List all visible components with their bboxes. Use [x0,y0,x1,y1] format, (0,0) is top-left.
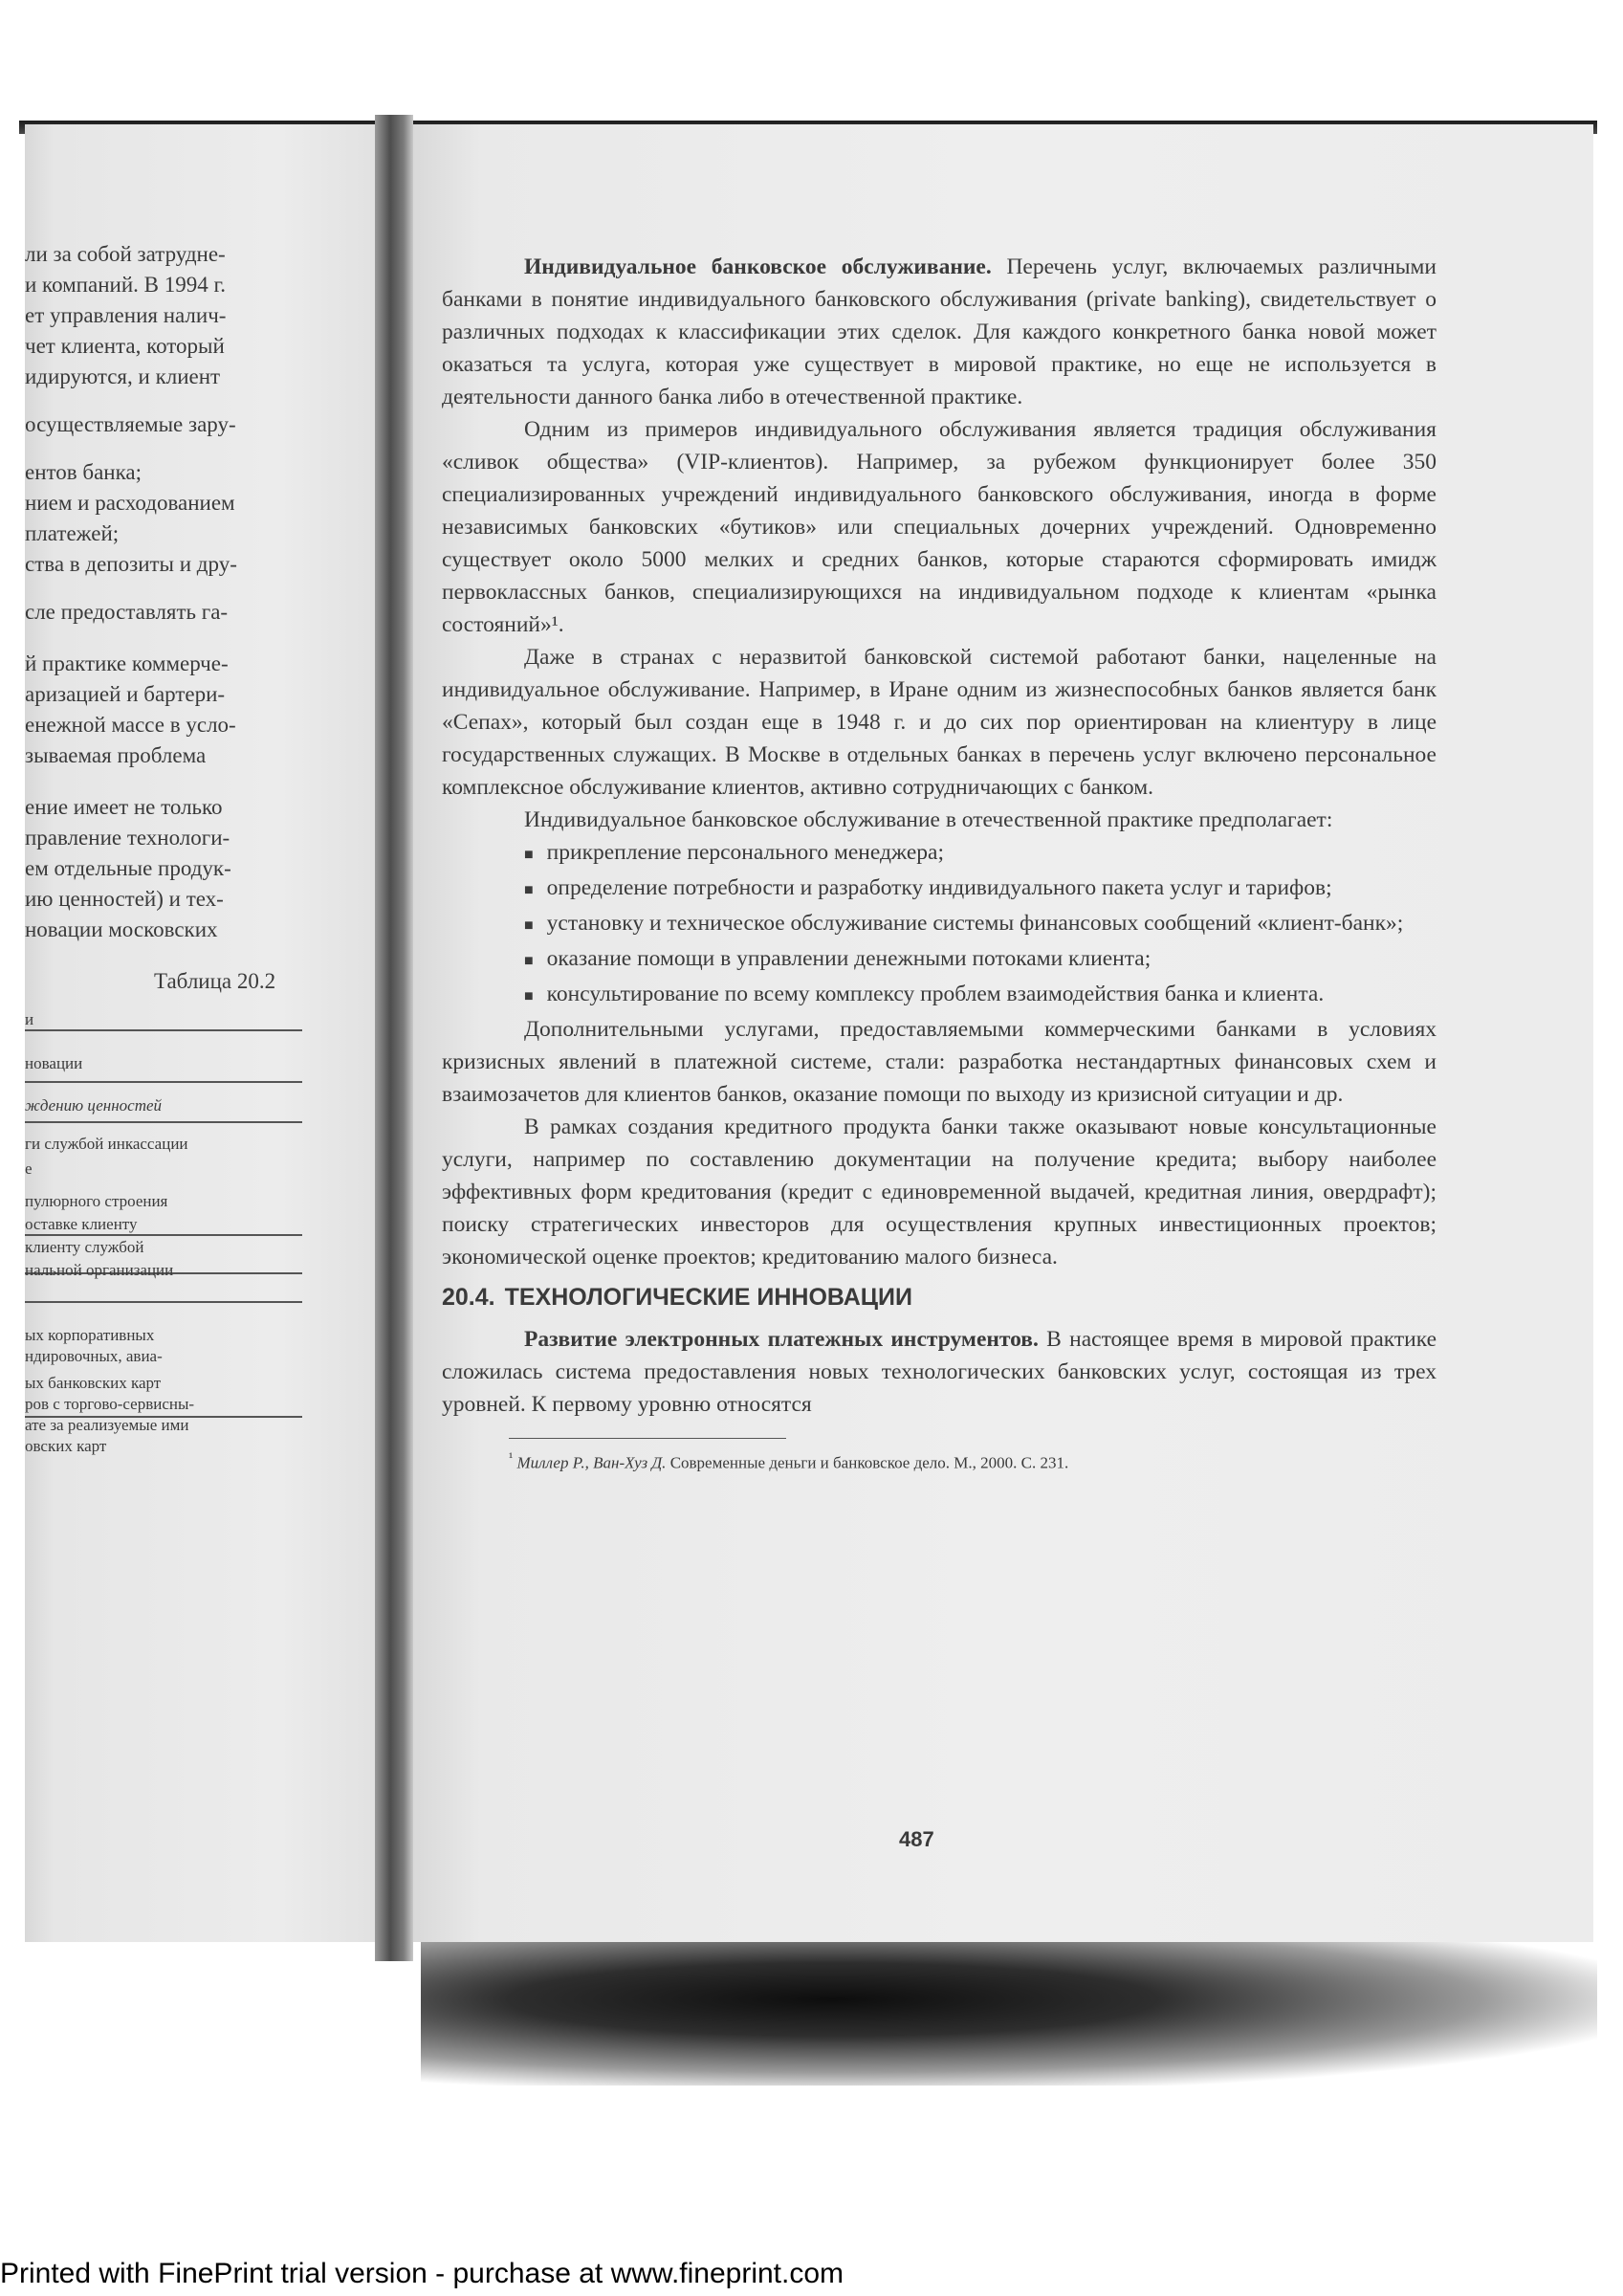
left-page-line: нием и расходованием [25,491,235,515]
footnote-mark: ¹ [509,1450,514,1466]
paragraph-5: Дополнительными услугами, предоставляемыми коммерческими банками в условиях кризисных явлений в платежной системе, стали: разработка нестандартных финансовых схем и взаимозачетов для клиентов банков, оказание помощи по выходу из кризисной ситуации и др. [442,1017,1437,1107]
table-caption: Таблица 20.2 [154,969,276,993]
left-page-line: аризацией и бартери- [25,682,226,706]
left-page-line: и компаний. В 1994 г. [25,273,227,297]
table-cell-fragment: е [25,1159,33,1178]
table-cell-fragment: и [25,1010,34,1028]
footnote [442,1446,1437,1475]
table-cell-fragment: нальной организации [25,1261,174,1279]
left-page-line: платежей; [25,521,120,545]
table-cell-fragment: ндировочных, авиа- [25,1347,163,1365]
left-page-line: ем отдельные продук- [25,856,231,880]
list-item: ■ установку и техническое обслуживание системы финансовых сообщений «клиент-банк»; [442,907,1437,942]
paragraph-1-heading: Индивидуальное банковское обслуживание. [524,254,992,279]
list-item: ■ определение потребности и разработку индивидуального пакета услуг и тарифов; [442,872,1437,907]
table-rule [25,1121,302,1123]
left-page-line: ию ценностей) и тех- [25,887,224,911]
left-page-line: ства в депозиты и дру- [25,552,237,576]
left-page-line: ет управления налич- [25,303,227,327]
table-rule [25,1301,302,1303]
left-page-line: осуществляемые зару- [25,412,236,436]
paragraph-7-heading: Развитие электронных платежных инструментов. [524,1327,1039,1352]
paragraph-7-text: В настоящее время в мировой практике сложилась система предоставления новых технологических банковских услуг, состоящая из трех уровней. К первому уровню относятся [442,1327,1437,1417]
table-cell-fragment: ате за реализуемые ими [25,1416,189,1434]
footnote-authors: Миллер Р., Ван-Хуз Д. [516,1453,667,1472]
left-page-line: зываемая проблема [25,743,207,767]
services-list [442,836,1437,1013]
table-cell-fragment: клиенту службой [25,1238,144,1256]
table-cell-fragment: пулюрного строения [25,1192,168,1210]
left-page-line: правление технологи- [25,826,230,850]
list-item: ■ консультирование по всему комплексу проблем взаимодействия банка и клиента. [442,978,1437,1013]
left-page-line: ли за собой затрудне- [25,242,226,266]
main-text-column [442,251,1437,1475]
left-page-line: чет клиента, который [25,334,225,358]
footnote-text: Современные деньги и банковское дело. М., 2000. С. 231. [666,1453,1069,1472]
list-item: ■ оказание помощи в управлении денежными потоками клиента; [442,942,1437,978]
paragraph-2: Одним из примеров индивидуального обслуживания является традиция обслуживания «сливок общества» (VIP-клиентов). Например, за рубежом функционирует более 350 специализированных учреждений индивидуального банковского обслуживания, иногда в форме независимых банковских «бутиков» или специальных дочерних учреждений. Одновременно существует около 5000 мелких и средних банков, которые стараются сформировать имидж первоклассных банков, специализирующихся на индивидуальном подходе к клиентам «рынка состояний»¹. [442,417,1437,637]
table-cell-fragment: ги службой инкассации [25,1135,188,1153]
fineprint-watermark: Printed with FinePrint trial version - purchase at www.fineprint.com [0,2258,844,2289]
left-page-line: ение имеет не только [25,795,223,819]
table-cell-fragment: ждению ценностей [25,1096,163,1115]
footnote-rule [509,1438,786,1439]
table-cell-fragment: овских карт [25,1437,107,1455]
left-page-line: идируются, и клиент [25,364,221,388]
table-cell-fragment: оставке клиенту [25,1215,138,1233]
table-cell-fragment: ых банковских карт [25,1374,162,1392]
scan-shadow [421,1942,1597,2086]
paragraph-3: Даже в странах с неразвитой банковской системой работают банки, нацеленные на индивидуальное обслуживание. Например, в Иране одним из жизнеспособных банков является банк «Сепах», который был создан еще в 1948 г. и до сих пор ориентирован на клиентуру в лице государственных служащих. В Москве в отдельных банках в перечень услуг включено персональное комплексное обслуживание клиентов, активно сотрудничающих с банком. [442,645,1437,800]
section-number: 20.4. [442,1284,495,1311]
book-spine [375,115,413,1961]
table-cell-fragment: новации [25,1054,83,1072]
section-title: ТЕХНОЛОГИЧЕСКИЕ ИННОВАЦИИ [504,1284,912,1311]
paragraph-6: В рамках создания кредитного продукта банки также оказывают новые консультационные услуги, например по составлению документации на получение кредита; выбору наиболее эффективных форм кредитования (кредит с единовременной выдачей, кредитная линия, овердрафт); поиску стратегических инвесторов для осуществления крупных инвестиционных проектов; экономической оценке проектов; кредитованию малого бизнеса. [442,1115,1437,1269]
left-page-line: сле предоставлять га- [25,600,229,624]
paragraph-4: Индивидуальное банковское обслуживание в отечественной практике предполагает: [524,807,1333,832]
left-page-line: ентов банка; [25,460,143,484]
table-cell-fragment: ров с торгово-сервисны- [25,1395,195,1413]
section-heading [442,1281,1437,1314]
paragraph-7 [442,1323,1437,1421]
list-item: ■ прикрепление персонального менеджера; [442,836,1437,872]
table-rule [25,1081,302,1083]
left-page-line: новации московских [25,917,218,941]
table-rule [25,1029,302,1031]
paragraph-1-text: Перечень услуг, включаемых различными банками в понятие индивидуального банковского обслуживания (private banking), свидетельствует о различных подходах к классификации этих сделок. Для каждого конкретного банка новой может оказаться та услуга, которая уже существует в мировой практике, но еще не используется в деятельности данного банка либо в отечественной практике. [442,254,1437,409]
left-page-line: й практике коммерче- [25,651,229,675]
left-page-line: енежной массе в усло- [25,713,236,737]
paragraph-1 [442,251,1437,413]
left-page [25,124,388,1942]
table-cell-fragment: ых корпоративных [25,1326,155,1344]
page-number: 487 [899,1827,934,1851]
